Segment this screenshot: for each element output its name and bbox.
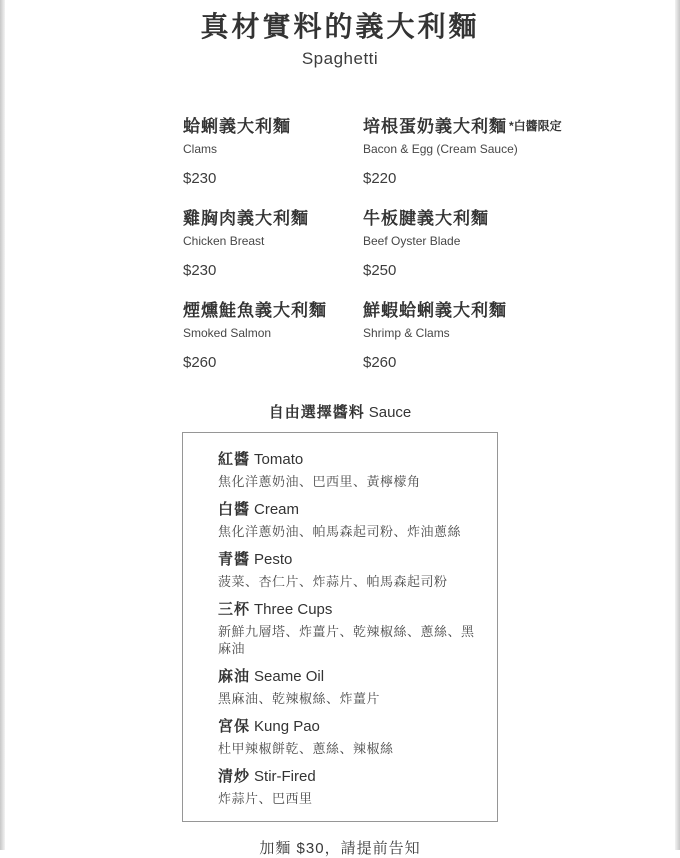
sauce-name	[218, 450, 487, 470]
sauce-name-en: Tomato	[254, 451, 304, 468]
item-name-zh	[363, 207, 603, 230]
sauce-name-zh: 白醬	[218, 501, 251, 518]
sauce-ingredients: 黑麻油、乾辣椒絲、炸薑片	[218, 691, 381, 706]
sauce-name	[218, 667, 487, 687]
sauce-header-en: Sauce	[368, 404, 412, 421]
sauce-ingredients: 杜甲辣椒餅乾、蔥絲、辣椒絲	[218, 741, 394, 756]
sauce-ingredients: 菠菜、杏仁片、炸蒜片、帕馬森起司粉	[218, 574, 448, 589]
item-price: $230	[183, 170, 217, 187]
sauce-ingredients: 炸蒜片、巴西里	[218, 791, 313, 806]
sauce-name-en: Cream	[254, 501, 300, 518]
sauce-name	[218, 767, 487, 787]
item-price: $260	[363, 354, 397, 371]
sauce-options-box	[182, 432, 498, 822]
sauce-name-en: Stir-Fired	[254, 768, 316, 785]
menu-item-beef-oyster-blade	[363, 207, 603, 280]
item-name-zh	[183, 207, 363, 230]
menu-item-clams	[183, 115, 363, 188]
sauce-ingredients: 新鮮九層塔、炸薑片、乾辣椒絲、蔥絲、黑麻油	[218, 624, 475, 656]
item-price: $220	[363, 170, 397, 187]
item-name-zh	[363, 299, 603, 322]
sauce-section-header	[0, 403, 680, 423]
sauce-header-zh: 自由選擇醬料	[268, 404, 365, 421]
item-name-zh	[363, 115, 603, 138]
sauce-option-stir-fried	[218, 767, 487, 807]
sauce-option-three-cups	[218, 600, 487, 657]
sauce-name-en: Seame Oil	[254, 668, 325, 685]
sauce-name-en: Pesto	[254, 551, 293, 568]
menu-item-smoked-salmon	[183, 299, 363, 372]
page-title: 真材實料的義大利麵	[200, 11, 480, 42]
sauce-option-kung-pao	[218, 717, 487, 757]
sauce-name	[218, 600, 487, 620]
sauce-name-zh: 三杯	[218, 601, 251, 618]
page-subtitle: Spaghetti	[301, 49, 379, 68]
item-name-zh-text: 蛤蜊義大利麵	[183, 117, 291, 136]
sauce-name	[218, 500, 487, 520]
sauce-name-zh: 麻油	[218, 668, 251, 685]
menu-header	[0, 0, 680, 69]
item-name-zh	[183, 299, 363, 322]
sauce-ingredients: 焦化洋蔥奶油、巴西里、黃檸檬角	[218, 474, 421, 489]
item-price: $250	[363, 262, 397, 279]
item-name-zh-text: 鮮蝦蛤蜊義大利麵	[363, 301, 507, 320]
sauce-name-zh: 宮保	[218, 718, 251, 735]
item-name-en: Clams	[183, 142, 218, 156]
item-name-zh	[183, 115, 363, 138]
item-name-zh-text: 培根蛋奶義大利麵	[363, 117, 507, 136]
item-name-zh-text: 牛板腱義大利麵	[363, 209, 489, 228]
sauce-name-zh: 清炒	[218, 768, 251, 785]
item-price: $230	[183, 262, 217, 279]
page-left-edge-shadow	[0, 0, 5, 850]
item-name-zh-text: 煙燻鮭魚義大利麵	[183, 301, 327, 320]
sauce-name	[218, 550, 487, 570]
item-name-en: Beef Oyster Blade	[363, 234, 461, 248]
sauce-option-tomato	[218, 450, 487, 490]
menu-item-shrimp-clams	[363, 299, 603, 372]
sauce-option-cream	[218, 500, 487, 540]
item-note: *白醬限定	[509, 119, 562, 133]
item-name-en: Chicken Breast	[183, 234, 265, 248]
extra-noodles-note: 加麵 $30，請提前告知	[259, 840, 421, 857]
item-price: $260	[183, 354, 217, 371]
sauce-option-sesame-oil	[218, 667, 487, 707]
menu-item-bacon-egg	[363, 115, 603, 188]
sauce-name-en: Three Cups	[254, 601, 333, 618]
menu-item-chicken-breast	[183, 207, 363, 280]
item-name-en: Shrimp & Clams	[363, 326, 450, 340]
sauce-name-zh: 青醬	[218, 551, 251, 568]
sauce-name	[218, 717, 487, 737]
item-name-en: Bacon & Egg (Cream Sauce)	[363, 142, 518, 156]
sauce-name-en: Kung Pao	[254, 718, 320, 735]
sauce-name-zh: 紅醬	[218, 451, 251, 468]
sauce-option-pesto	[218, 550, 487, 590]
sauce-ingredients: 焦化洋蔥奶油、帕馬森起司粉、炸油蔥絲	[218, 524, 462, 539]
item-name-en: Smoked Salmon	[183, 326, 272, 340]
item-name-zh-text: 雞胸肉義大利麵	[183, 209, 309, 228]
spaghetti-menu-grid	[183, 115, 680, 372]
